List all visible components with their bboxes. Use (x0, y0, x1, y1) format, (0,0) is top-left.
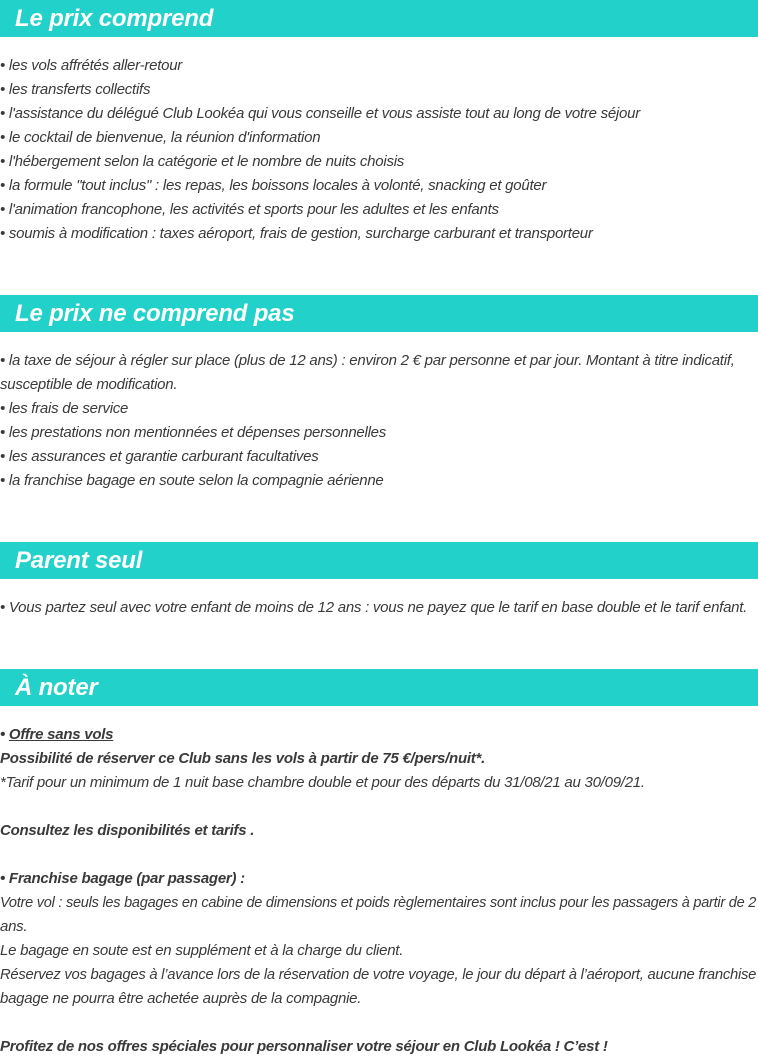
baggage-line: Réservez vos bagages à l’avance lors de la réservation de votre voyage, le jour du départ à l’aéroport, aucune franchise (0, 966, 757, 983)
included-item: • l'animation francophone, les activités et sports pour les adultes et les enfants (0, 201, 499, 218)
included-item: • l'hébergement selon la catégorie et le nombre de nuits choisis (0, 153, 405, 170)
included-item: • l'assistance du délégué Club Lookéa qui vous conseille et vous assiste tout au long de votre séjour (0, 105, 640, 122)
offer-link[interactable]: Offre sans vols (8, 726, 114, 743)
baggage-line: Votre vol : seuls les bagages en cabine de dimensions et poids règlementaires sont inclus pour les passagers à partir de 2 (0, 894, 757, 911)
section-header-included: Le prix comprend (0, 0, 758, 37)
offer-description: Possibilité de réserver ce Club sans les vols à partir de 75 €/pers/nuit*. (0, 750, 486, 767)
included-item: • la formule "tout inclus" : les repas, les boissons locales à volonté, snacking et goûter (0, 177, 547, 194)
baggage-title: • Franchise bagage (par passager) : (0, 870, 245, 887)
offer-bullet: • (0, 726, 9, 743)
included-item: • les vols affrétés aller-retour (0, 57, 183, 74)
single-parent-item: • Vous partez seul avec votre enfant de moins de 12 ans : vous ne payez que le tarif en base double et le tarif enfant. (0, 599, 748, 616)
offer-footnote: *Tarif pour un minimum de 1 nuit base chambre double et pour des départs du 31/08/21 au 30/09/21. (0, 774, 645, 791)
excluded-item: • les assurances et garantie carburant facultatives (0, 448, 319, 465)
baggage-line: Le bagage en soute est en supplément et à la charge du client. (0, 942, 404, 959)
included-item: • les transferts collectifs (0, 81, 151, 98)
excluded-item: susceptible de modification. (0, 376, 178, 393)
excluded-item: • les prestations non mentionnées et dépenses personnelles (0, 424, 387, 441)
section-header-single-parent: Parent seul (0, 542, 758, 579)
baggage-line: ans. (0, 918, 28, 935)
excluded-item: • la taxe de séjour à régler sur place (plus de 12 ans) : environ 2 € par personne et par jour. Montant à titre indicatif, (0, 352, 735, 369)
baggage-line: bagage ne pourra être achetée auprès de la compagnie. (0, 990, 362, 1007)
excluded-item: • la franchise bagage en soute selon la compagnie aérienne (0, 472, 384, 489)
section-header-notes: À noter (0, 669, 758, 706)
included-item: • soumis à modification : taxes aéroport, frais de gestion, surcharge carburant et transporteur (0, 225, 593, 242)
included-item: • le cocktail de bienvenue, la réunion d'information (0, 129, 321, 146)
offer-line (0, 723, 113, 747)
excluded-item: • les frais de service (0, 400, 129, 417)
section-header-excluded: Le prix ne comprend pas (0, 295, 758, 332)
availability-link[interactable]: Consultez les disponibilités et tarifs . (0, 822, 255, 839)
closing-line: Profitez de nos offres spéciales pour personnaliser votre séjour en Club Lookéa ! C’est ! (0, 1038, 608, 1055)
